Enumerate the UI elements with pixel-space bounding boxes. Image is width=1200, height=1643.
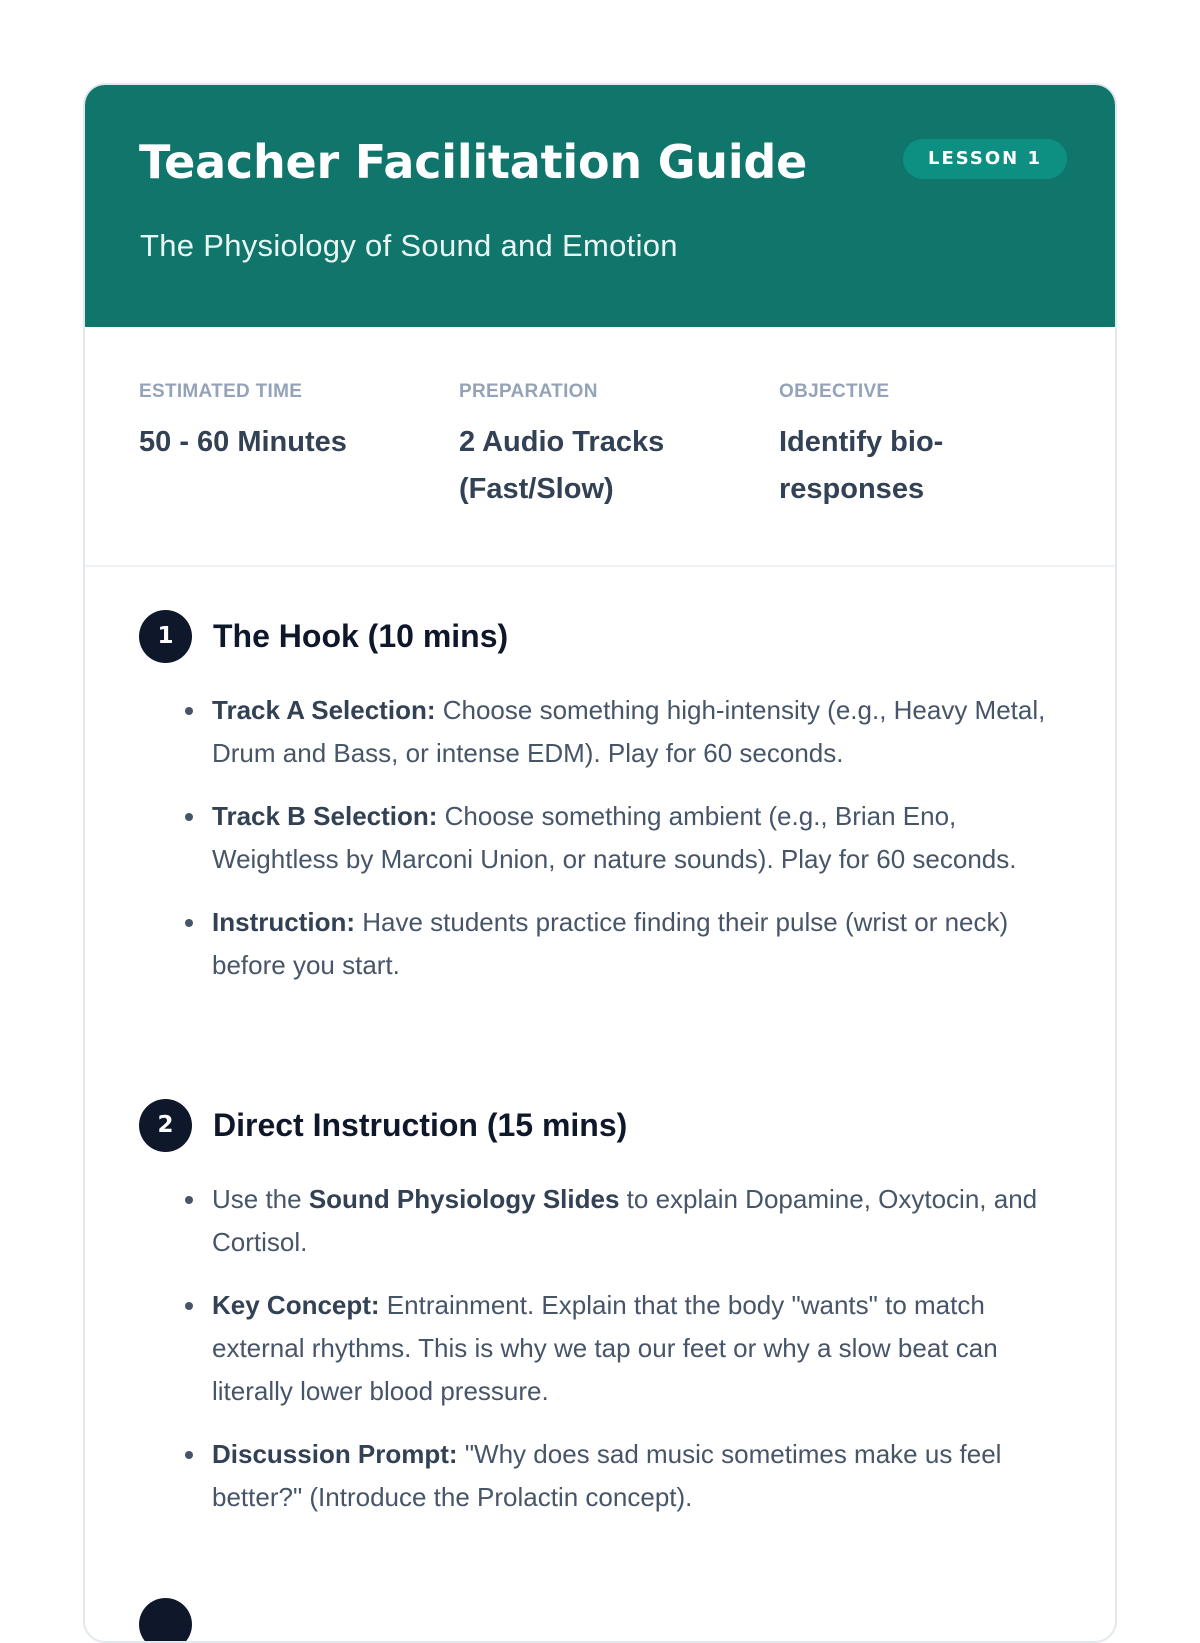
step-number-badge: 2 <box>139 1099 192 1152</box>
section-direct-instruction <box>139 1098 1069 1539</box>
facilitation-guide-card <box>83 83 1117 1643</box>
meta-value: 2 Audio Tracks (Fast/Slow) <box>459 426 665 505</box>
section-header <box>139 1098 1069 1152</box>
list-item: Use the Sound Physiology Slides to explain Dopamine, Oxytocin, and Cortisol. <box>139 1178 1069 1264</box>
guide-header <box>85 85 1115 327</box>
meta-label: ESTIMATED TIME <box>139 381 303 402</box>
meta-preparation <box>459 381 729 513</box>
section-hook <box>139 609 1069 1007</box>
section-list <box>139 689 1069 987</box>
meta-objective <box>779 381 1049 513</box>
section-title: Direct Instruction (15 mins) <box>213 1106 628 1143</box>
step-number-badge-partial <box>139 1598 192 1643</box>
list-item: Key Concept: Entrainment. Explain that the body "wants" to match external rhythms. This is why we tap our feet or why a slow beat can literally lower blood pressure. <box>139 1284 1069 1413</box>
step-number-badge: 1 <box>139 610 192 663</box>
meta-estimated-time <box>139 381 409 466</box>
meta-value: Identify bio-responses <box>779 426 944 505</box>
section-list <box>139 1178 1069 1519</box>
page-title: Teacher Facilitation Guide <box>139 135 808 189</box>
section-title: The Hook (10 mins) <box>213 617 509 654</box>
list-item: Instruction: Have students practice finding their pulse (wrist or neck) before you start. <box>139 901 1069 987</box>
lesson-badge: LESSON 1 <box>903 139 1067 179</box>
meta-value: 50 - 60 Minutes <box>139 426 347 458</box>
page-subtitle: The Physiology of Sound and Emotion <box>140 228 678 263</box>
section-header <box>139 609 1069 663</box>
list-item: Track A Selection: Choose something high-intensity (e.g., Heavy Metal, Drum and Bass, or intense EDM). Play for 60 seconds. <box>139 689 1069 775</box>
list-item: Track B Selection: Choose something ambient (e.g., Brian Eno, Weightless by Marconi Union, or nature sounds). Play for 60 seconds. <box>139 795 1069 881</box>
meta-label: OBJECTIVE <box>779 381 890 402</box>
meta-label: PREPARATION <box>459 381 598 402</box>
list-item: Discussion Prompt: "Why does sad music sometimes make us feel better?" (Introduce the Prolactin concept). <box>139 1433 1069 1519</box>
lesson-meta <box>85 327 1115 567</box>
